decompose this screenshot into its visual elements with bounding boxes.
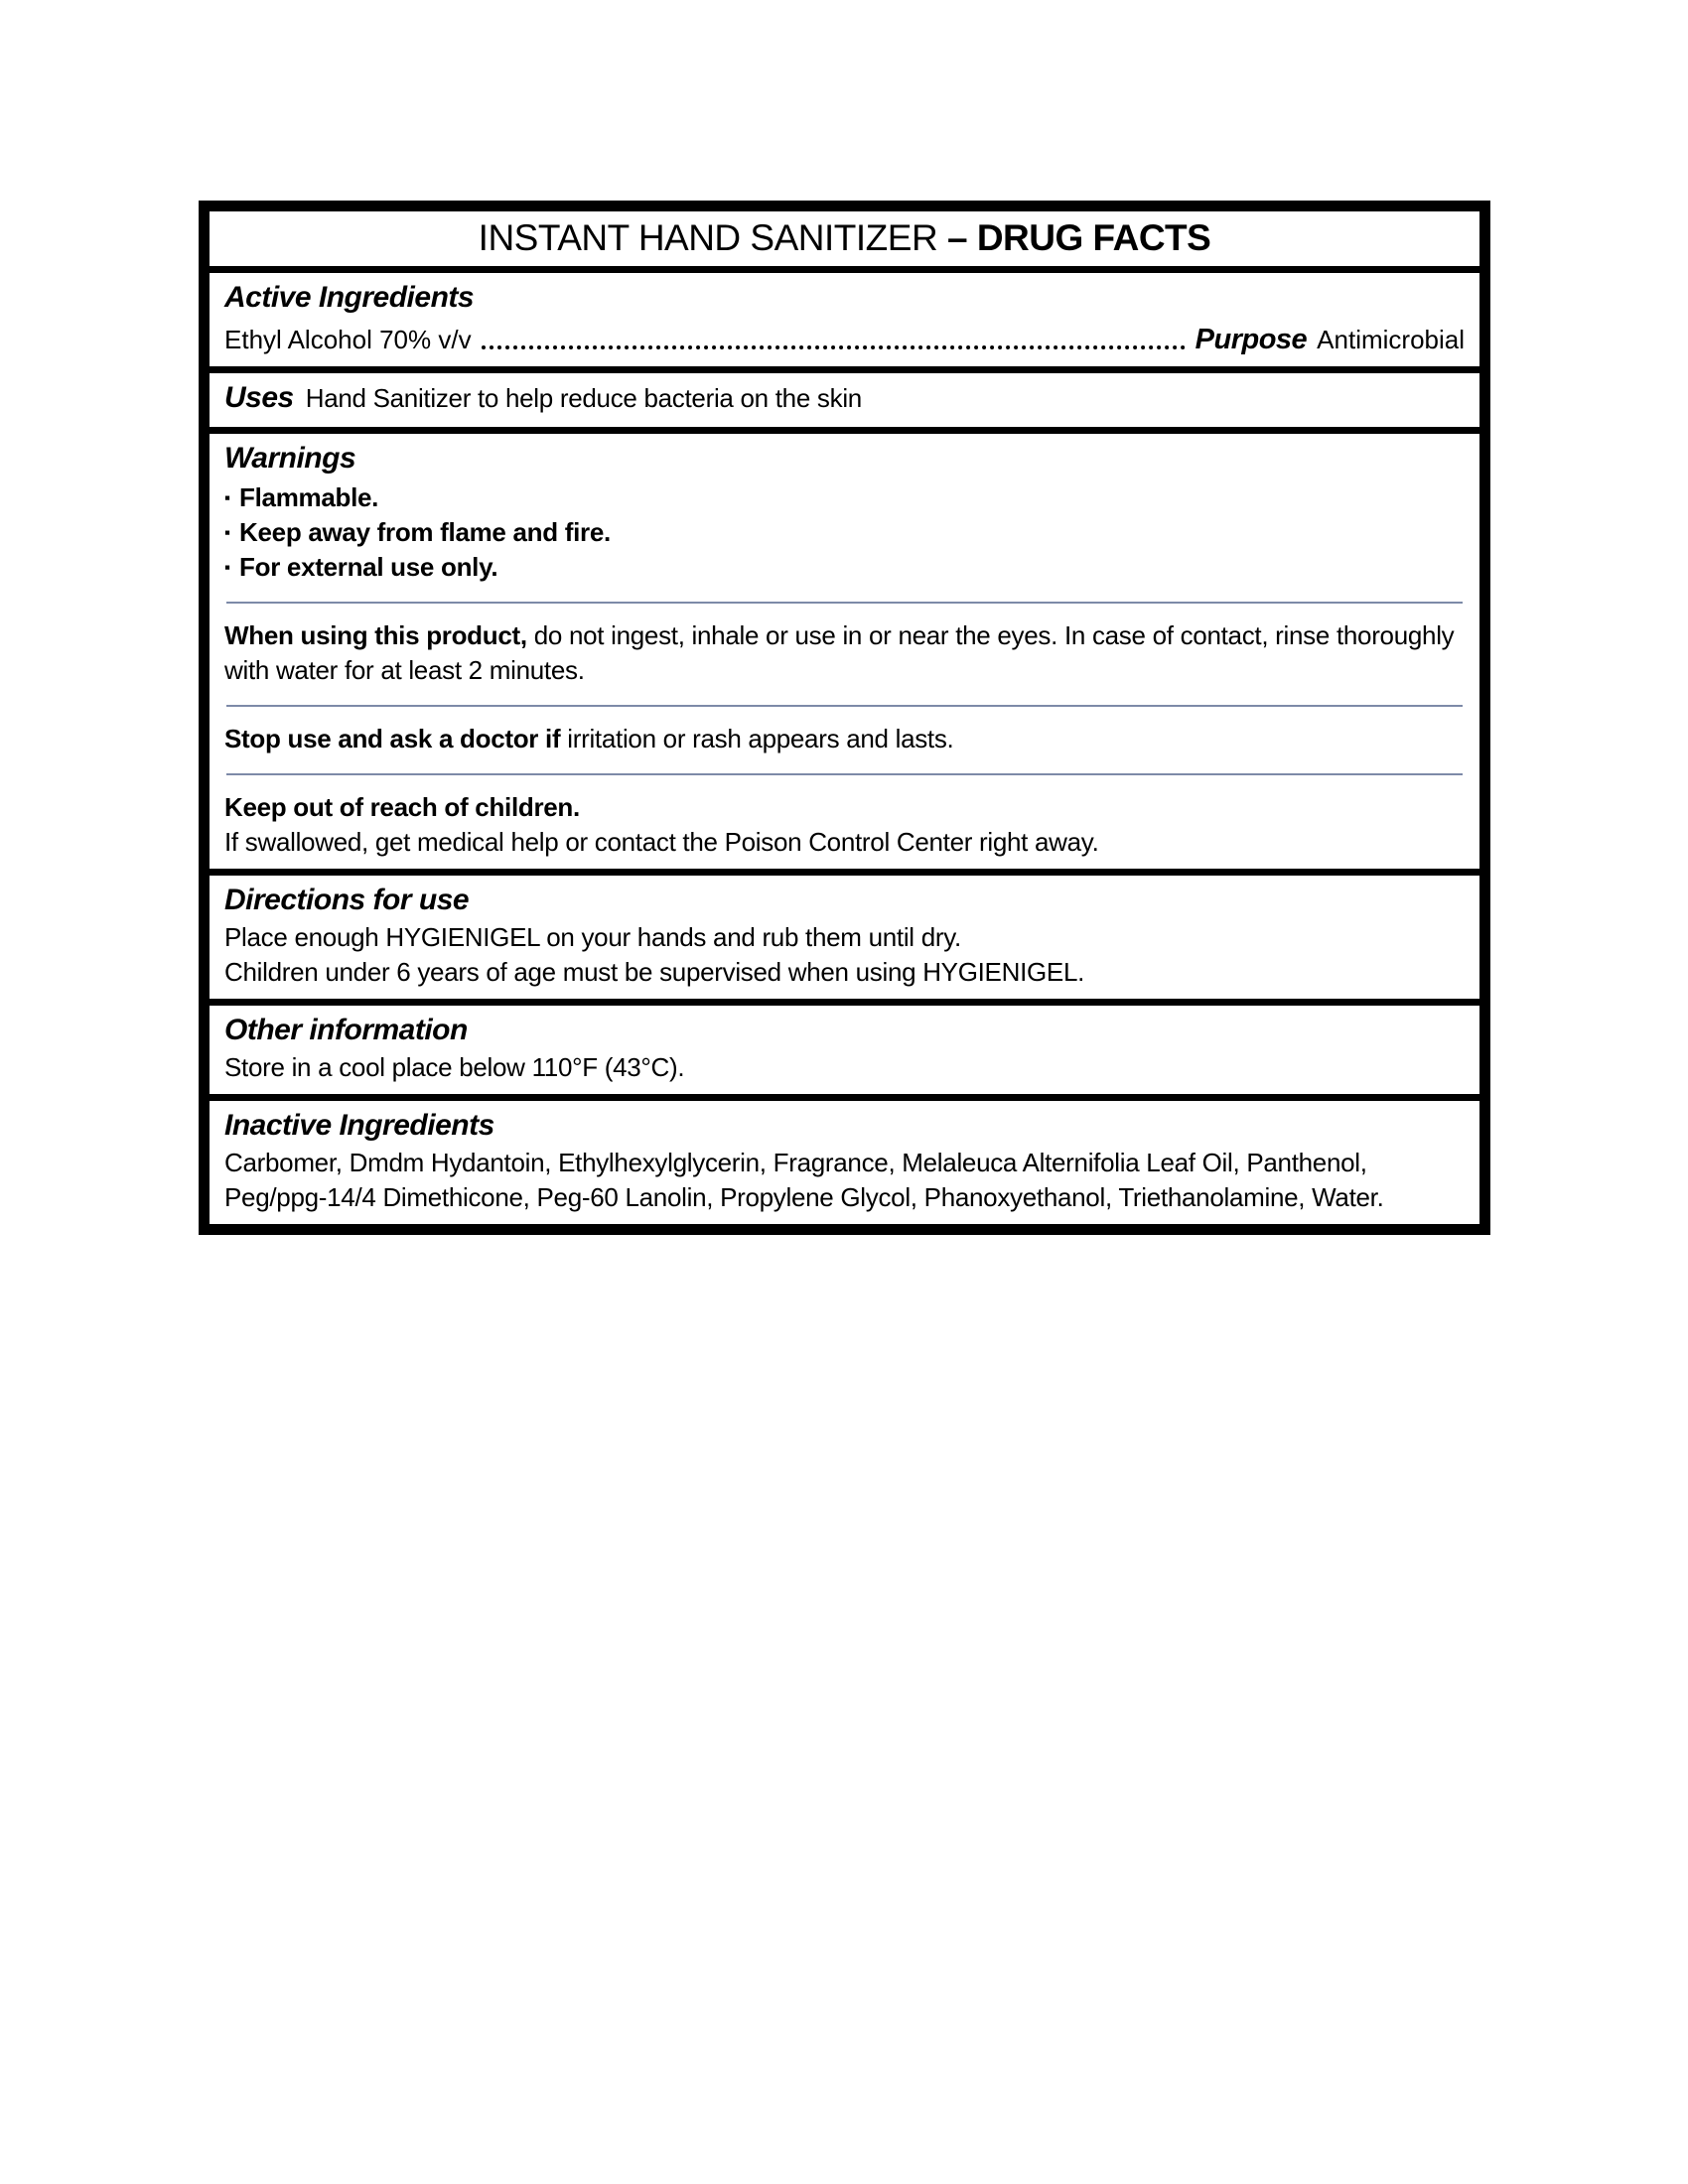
other-information-heading: Other information <box>224 1014 468 1046</box>
when-using-paragraph <box>224 618 1465 688</box>
bullet-square-icon: ▪ <box>224 558 231 577</box>
storage-instruction: Store in a cool place below 110°F (43°C). <box>224 1052 685 1082</box>
purpose-label: Purpose <box>1195 324 1308 355</box>
keep-out-body: If swallowed, get medical help or contact the Poison Control Center right away. <box>224 827 1099 857</box>
inactive-ingredients-heading: Inactive Ingredients <box>224 1109 494 1142</box>
inactive-ingredients-section <box>210 1094 1479 1224</box>
when-using-body: do not ingest, inhale or use in or near the eyes. In case of contact, rinse thoroughly with water for at least 2 minutes. <box>224 620 1455 685</box>
inactive-ingredients-list: Carbomer, Dmdm Hydantoin, Ethylhexylglycerin, Fragrance, Melaleuca Alternifolia Leaf Oil, Panthenol, Peg/ppg-14/4 Dimethicone, Peg-60 Lanolin, Propylene Glycol, Phanoxyethanol, Triethanolamine, Water. <box>224 1148 1384 1212</box>
drug-facts-title: – DRUG FACTS <box>946 217 1211 258</box>
warnings-section <box>210 427 1479 869</box>
uses-text: Hand Sanitizer to help reduce bacteria on the skin <box>305 383 862 413</box>
warning-text: For external use only. <box>239 552 498 582</box>
active-ingredients-heading: Active Ingredients <box>224 281 475 314</box>
keep-out-heading: Keep out of reach of children. <box>224 792 580 822</box>
stop-use-paragraph <box>224 722 1465 756</box>
warning-bullet-flame <box>224 515 1465 550</box>
uses-heading: Uses <box>224 381 294 414</box>
active-ingredients-section <box>210 266 1479 366</box>
warning-bullet-external <box>224 550 1465 585</box>
active-ingredient-name: Ethyl Alcohol 70% v/v <box>224 325 472 354</box>
warning-bullet-flammable <box>224 480 1465 515</box>
warning-text: Flammable. <box>239 482 379 512</box>
stop-use-lead: Stop use and ask a doctor if <box>224 724 561 753</box>
bullet-square-icon: ▪ <box>224 523 231 542</box>
directions-section <box>210 869 1479 999</box>
directions-heading: Directions for use <box>224 884 470 916</box>
stop-use-body: irritation or rash appears and lasts. <box>560 724 954 753</box>
bullet-square-icon: ▪ <box>224 488 231 507</box>
horizontal-rule <box>226 773 1463 775</box>
purpose-value: Antimicrobial <box>1317 325 1465 354</box>
directions-line: Place enough HYGIENIGEL on your hands and rub them until dry. <box>224 922 961 952</box>
drug-facts-label <box>199 201 1490 1235</box>
horizontal-rule <box>226 602 1463 604</box>
title-bar <box>210 211 1479 266</box>
other-information-section <box>210 999 1479 1094</box>
product-title: INSTANT HAND SANITIZER <box>478 217 947 258</box>
directions-line: Children under 6 years of age must be supervised when using HYGIENIGEL. <box>224 957 1085 987</box>
uses-section <box>210 366 1479 427</box>
active-ingredient-row <box>224 323 1465 357</box>
when-using-lead: When using this product, <box>224 620 527 650</box>
warnings-heading: Warnings <box>224 442 356 475</box>
warning-text: Keep away from flame and fire. <box>239 517 611 547</box>
dot-leader <box>482 345 1186 349</box>
horizontal-rule <box>226 705 1463 707</box>
